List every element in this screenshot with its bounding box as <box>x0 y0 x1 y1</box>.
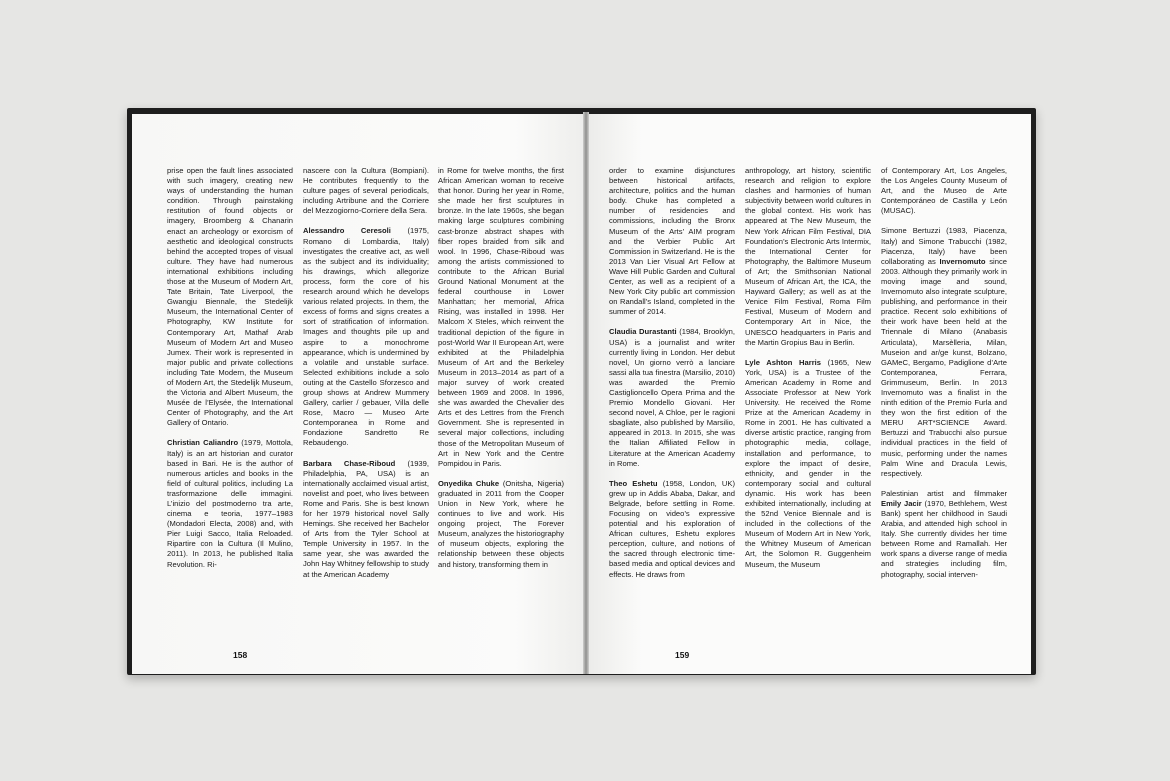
page-number: 158 <box>233 650 248 660</box>
right-column-3 <box>881 166 1007 626</box>
right-column-2 <box>745 166 871 626</box>
paragraph: prise open the fault lines associated with such imagery, creating new ways of understanding the human condition. Through painstaking restitution of found objects or imagery, Broomberg & Chanarin enact an archeology or exorcism of aesthetic and ideological constructs behind the accepted tropes of visual culture. They have had numerous international exhibitions including those at the Museum of Modern Art, Tate Britain, Tate Liverpool, the Gwangju Biennale, the Stedelijk Museum, the International Center of Photography, KW Institute for Contemporary Art, Mathaf Arab Museum of Modern Art and Museo Jumex. Their work is represented in major public and private collections including Tate Modern, the Museum of Modern Art, the Stedelijk Museum, the Victoria and Albert Museum, the Musée de l’Elysée, the International Center of Photography, and the Art Gallery of Ontario. <box>167 166 293 428</box>
paragraph <box>438 479 564 570</box>
bio-text: (1975, Romano di Lombardia, Italy) investigates the creative act, as well as the subject and its individuality; his drawings, which allegorize process, form the core of his research around which he develops various related projects. In them, the excess of forms and signs creates a sort of stratification of information. Images and thoughts pile up and aspire to a monochrome appearance, which is undermined by a volatile and unstable surface. Selected exhibitions include a solo outing at the Castello Sforzesco and group shows at Andrew Mummery Gallery, carlier / gebauer, Villa delle Rose, Macro — Museo Arte Contemporanea in Rome and Fondazione Sandretto Re Rebaudengo. <box>303 226 429 448</box>
left-column-2 <box>303 166 429 626</box>
paragraph <box>609 327 735 468</box>
paragraph: of Contemporary Art, Los Angeles, the Los Angeles County Museum of Art, and the Museo de Arte Contemporáneo de Castilla y León (MUSAC). <box>881 166 1007 216</box>
bio-text: (1979, Mottola, Italy) is an art historian and curator based in Bari. He is the author of numerous articles and books in the field of cultural politics, including La trasformazione delle immagini. L’inizio del postmoderno tra arte, cinema e teoria, 1977–1983 (Mondadori Electa, 2008) and, with Pier Luigi Sacco, Italia Reloaded. Ripartire con la Cultura (Il Mulino, 2011). In 2013, he published Italia Revolution. Ri- <box>167 438 293 569</box>
bio-text: (1970, Bethlehem, West Bank) spent her childhood in Saudi Arabia, and attended high school in Italy. She currently divides her time between Rome and Ramallah. Her work spans a diverse range of media and strategies including film, photography, social interven- <box>881 498 1007 579</box>
paragraph: order to examine disjunctures between historical artifacts, architecture, politics and the human body. Chuke has completed a number of residencies and commissions, including the Bronx Museum of the Arts’ AIM program and the Verbier Public Art Commission in Switzerland. He is the 2013 Van Lier Visual Art Fellow at Wave Hill Public Garden and Cultural Center, as well as a recipient of a New York City public art commission on Randall’s Island, completed in the summer of 2014. <box>609 166 735 317</box>
paragraph <box>609 479 735 580</box>
right-column-1 <box>609 166 735 626</box>
paragraph <box>745 358 871 570</box>
bio-text: Palestinian artist and filmmaker <box>881 488 1007 498</box>
bio-text: Simone Bertuzzi (1983, Piacenza, Italy) and Simone Trabucchi (1982, Piacenza, Italy) have been collaborating as <box>881 226 1007 266</box>
paragraph: in Rome for twelve months, the first African American woman to receive that honor. During her year in Rome, she made her first sculptures in bronze. In the late 1960s, she began making large sculptures combining cast-bronze abstract shapes with fiber ropes braided from silk and wool. In 1996, Chase-Riboud was among the artists commissioned to contribute to the African Burial Ground National Monument at the federal courthouse in Lower Manhattan; her memorial, Africa Rising, was installed in 1998. Her Malcom X Steles, which reinvent the traditional depiction of the figure in post-World War II European Art, were exhibited at the Philadelphia Museum of Art and the Berkeley Museum in 2013–2014 as part of a major survey of work created between 1969 and 2008. In 1996, she was awarded the Chevalier des Arts et des Lettres from the French Government. She is represented in several major collections, including those of the Metropolitan Museum of Art in New York and the Centre Pompidou in Paris. <box>438 166 564 468</box>
page-number: 159 <box>675 650 690 660</box>
bio-text: since 2003. Although they primarily work in moving image and sound, Invernomuto also integrate sculpture, publishing, and performance in their practice. Recent solo exhibitions of their work have been held at the Triennale di Milano (Anabasis Articulata), Marsèlleria, Milan, Museion and ar/ge kunst, Bolzano, GAMeC, Bergamo, Padiglione d’Arte Contemporanea, Ferrara, Grimmuseum, Berlin. In 2013 Invernomuto was a finalist in the ninth edition of the Premio Furla and they won the first edition of the MERU ART*SCIENCE Award. Bertuzzi and Trabucchi also pursue individual practices in the field of music, performing under the names Palm Wine and Dracula Lewis, respectively. <box>881 256 1007 478</box>
paragraph <box>881 226 1007 478</box>
artist-name: Christian Caliandro <box>167 438 239 448</box>
bio-text: (1984, Brooklyn, USA) is a journalist and writer currently living in London. Her debut novel, Un giorno verrò a lanciare sassi alla tua finestra (Marsilio, 2010) was awarded the Premio Castiglioncello Opera Prima and the Premio Mondello Giovani. Her second novel, A Chloe, per le ragioni sbagliate, also published by Marsilio, appeared in 2013. In 2015, she was the Italian Affiliated Fellow in Literature at the American Academy in Rome. <box>609 327 735 468</box>
paragraph <box>303 226 429 448</box>
bio-text: (1958, London, UK) grew up in Addis Ababa, Dakar, and Belgrade, before settling in Rome. Focusing on video’s expressive potential and his exploration of African cultures, Eshetu explores perception, culture, and notions of the sacred through electronic time-based media and optical devices and effects. He draws from <box>609 478 735 579</box>
bio-text: (1939, Philadelphia, PA, USA) is an internationally acclaimed visual artist, novelist and poet, who lives between Rome and Paris. She is best known for her 1979 historical novel Sally Hemings. She received her Bachelor of Arts from the Tyler School at Temple University in 1957. In the same year, she was awarded the John Hay Whitney fellowship to study at the American Academy <box>303 458 429 579</box>
left-page <box>132 114 583 674</box>
artist-name: Lyle Ashton Harris <box>745 357 821 367</box>
paragraph <box>881 489 1007 580</box>
bio-text: (Onitsha, Nigeria) graduated in 2011 from the Cooper Union in New York, where he continues to live and work. His ongoing project, The Forever Museum, analyzes the historiography of museum objects, exploring the relationship between these objects and history, transforming them in <box>438 478 564 569</box>
artist-name: Alessandro Ceresoli <box>303 226 391 236</box>
artist-name: Invernomuto <box>939 256 986 266</box>
right-page <box>589 114 1031 674</box>
artist-name: Emily Jacir <box>881 498 922 508</box>
paragraph: anthropology, art history, scientific research and religion to explore clashes and harmonies of human subjectivity between world cultures in the global context. His work has appeared at The New Museum, the New York African Film Festival, DIA Foundation’s Electronic Arts Intermix, the International Center for Photography, the Baltimore Museum of Art; the Smithsonian National Museum of African Art, the ICA, the Hayward Gallery; as well as at the Venice Film Festival, Roma Film Festival, Museum of Modern and Contemporary Art in Nice, the UNESCO headquarters in Paris and the Martin Gropius Bau in Berlin. <box>745 166 871 347</box>
left-column-3 <box>438 166 564 626</box>
artist-name: Onyedika Chuke <box>438 478 500 488</box>
artist-name: Theo Eshetu <box>609 478 658 488</box>
paragraph: nascere con la Cultura (Bompiani). He contributes frequently to the culture pages of several periodicals, including Artribune and the Corriere del Mezzogiorno-Corriere della Sera. <box>303 166 429 216</box>
artist-name: Claudia Durastanti <box>609 327 677 337</box>
paragraph <box>167 438 293 569</box>
artist-name: Barbara Chase-Riboud <box>303 458 396 468</box>
bio-text: (1965, New York, USA) is a Trustee of the American Academy in Rome and Associate Professor at New York University. He received the Rome Prize at the American Academy in Rome in 2001. He has cultivated a diverse artistic practice, ranging from photographic media, collage, installation and performance, to explore the impact of desire, ethnicity, and gender in the contemporary social and cultural dynamic. His work has been exhibited internationally, including at the 52nd Venice Biennale and is included in the collections of the Museum of Modern Art in New York, the Whitney Museum of American Art, the Solomon R. Guggenheim Museum, the Museum <box>745 357 871 569</box>
left-column-1 <box>167 166 293 626</box>
paragraph <box>303 459 429 580</box>
